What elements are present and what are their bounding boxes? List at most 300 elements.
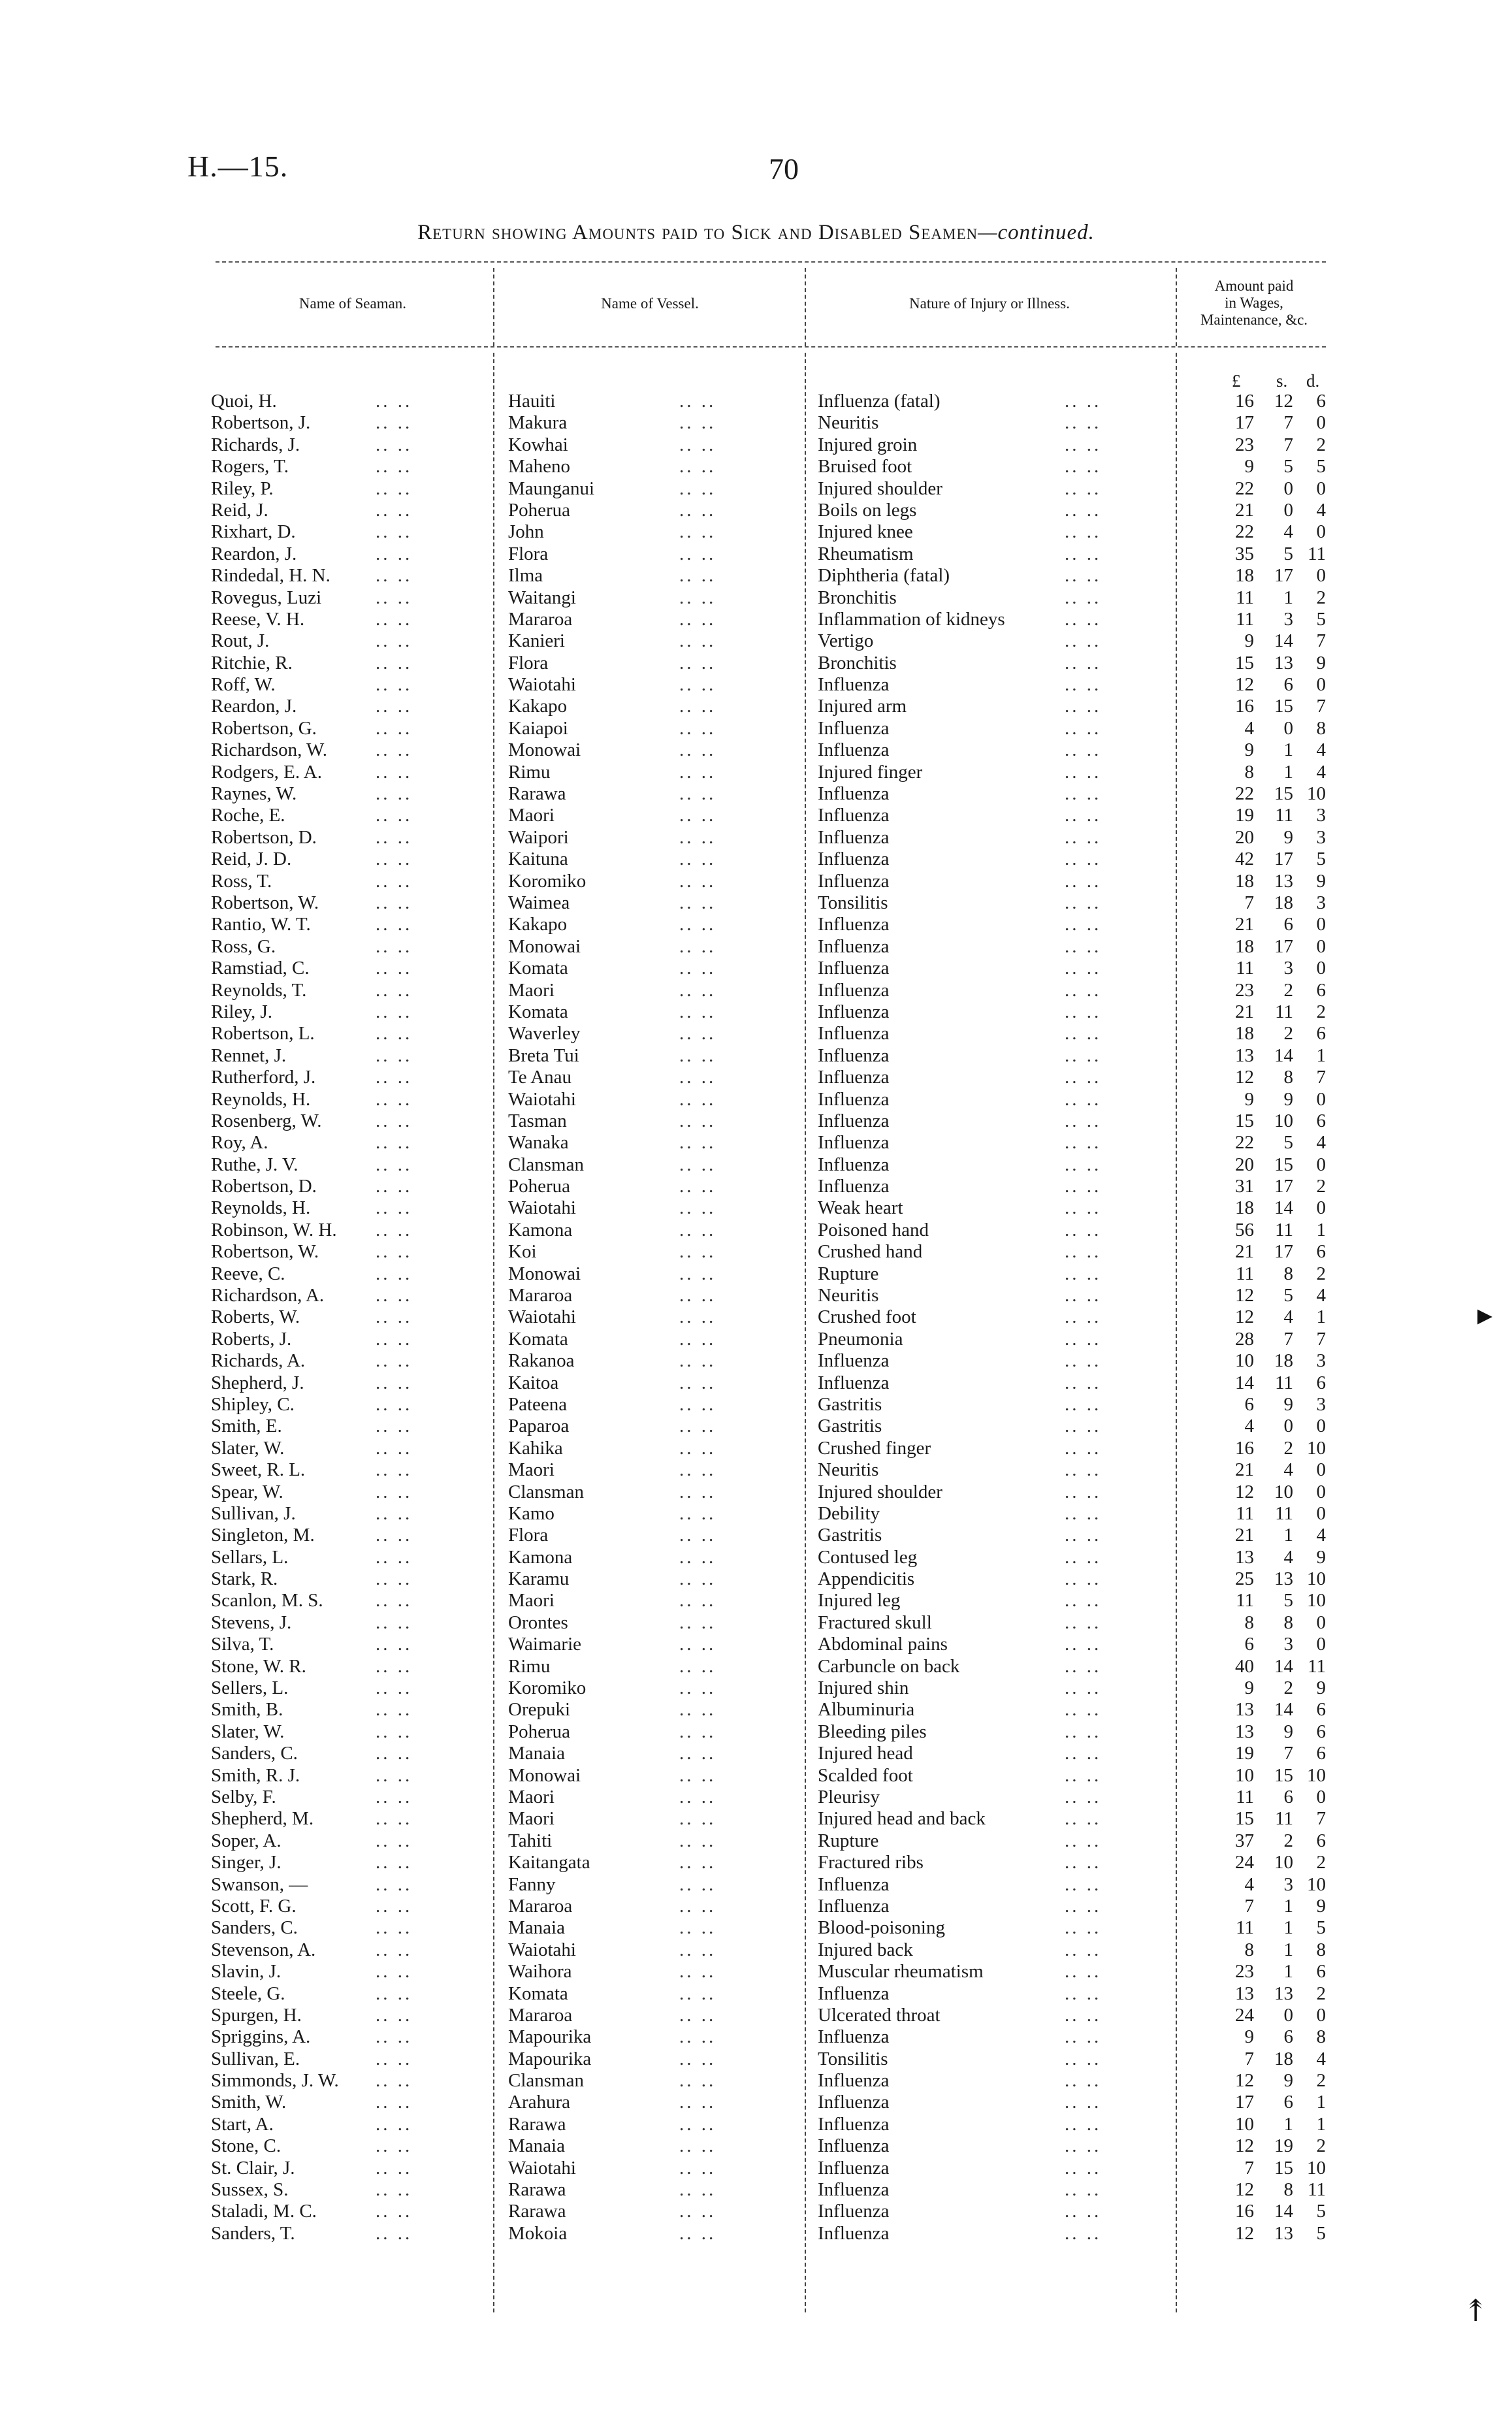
leader-dots: .. .. <box>679 1895 716 1917</box>
table-row <box>0 1001 1512 1023</box>
leader-dots: .. .. <box>679 1437 716 1459</box>
leader-dots: .. .. <box>1065 587 1102 608</box>
leader-dots: .. .. <box>679 1067 716 1088</box>
leader-dots: .. .. <box>679 1983 716 2004</box>
leader-dots: .. .. <box>679 2179 716 2201</box>
leader-dots: .. .. <box>679 391 716 412</box>
illness: Bronchitis <box>818 587 897 608</box>
amount-shillings: 13 <box>1274 2222 1293 2244</box>
amount-pence: 10 <box>1307 783 1326 805</box>
leader-dots: .. .. <box>679 1634 716 1655</box>
table-row <box>0 1787 1512 1808</box>
leader-dots: .. .. <box>679 565 716 587</box>
illness: Neuritis <box>818 412 879 434</box>
leader-dots: .. .. <box>1065 1219 1102 1240</box>
vessel-name: Waiotahi <box>508 1306 576 1328</box>
table-row <box>0 1067 1512 1088</box>
leader-dots: .. .. <box>679 1677 716 1699</box>
amount-pounds: 6 <box>1244 1634 1254 1655</box>
leader-dots: .. .. <box>1065 434 1102 455</box>
amount-pence: 8 <box>1316 2026 1326 2048</box>
amount-pence: 4 <box>1316 499 1326 521</box>
leader-dots: .. .. <box>679 412 716 434</box>
illness: Influenza <box>818 783 890 805</box>
vessel-name: Tasman <box>508 1110 567 1131</box>
amount-pence: 6 <box>1316 391 1326 412</box>
leader-dots: .. .. <box>679 979 716 1001</box>
illness: Influenza <box>818 935 890 957</box>
amount-pounds: 23 <box>1235 979 1254 1001</box>
table-row <box>0 653 1512 674</box>
leader-dots: .. .. <box>1065 1983 1102 2004</box>
amount-pence: 1 <box>1316 1219 1326 1240</box>
vessel-name: Kaitangata <box>508 1852 590 1873</box>
illness: Influenza <box>818 2157 890 2179</box>
table-row <box>0 1568 1512 1590</box>
illness: Influenza <box>818 2201 890 2222</box>
seaman-name: Sussex, S. <box>211 2179 289 2201</box>
leader-dots: .. .. <box>376 478 413 499</box>
leader-dots: .. .. <box>1065 1372 1102 1393</box>
leader-dots: .. .. <box>376 1939 413 1960</box>
illness: Influenza <box>818 1132 890 1154</box>
illness: Debility <box>818 1502 880 1524</box>
header-bottom-rule <box>216 346 1326 348</box>
illness: Influenza <box>818 1110 890 1131</box>
illness: Rheumatism <box>818 543 914 564</box>
table-row <box>0 456 1512 478</box>
illness: Blood-poisoning <box>818 1917 945 1939</box>
amount-pence: 6 <box>1316 1241 1326 1263</box>
leader-dots: .. .. <box>679 652 716 673</box>
amount-shillings: 8 <box>1283 1067 1293 1088</box>
illness: Rupture <box>818 1830 879 1851</box>
amount-shillings: 15 <box>1274 783 1293 805</box>
table-row <box>0 587 1512 609</box>
leader-dots: .. .. <box>679 2004 716 2026</box>
amount-pence: 7 <box>1316 696 1326 717</box>
amount-pence: 0 <box>1316 958 1326 979</box>
leader-dots: .. .. <box>1065 849 1102 870</box>
leader-dots: .. .. <box>376 717 413 739</box>
illness: Injured shoulder <box>818 478 942 499</box>
table-row <box>0 1830 1512 1852</box>
unit-pounds: £ <box>1232 371 1241 391</box>
amount-pounds: 21 <box>1235 499 1254 521</box>
leader-dots: .. .. <box>679 1154 716 1175</box>
seaman-name: Silva, T. <box>211 1634 274 1655</box>
seaman-name: Sanders, C. <box>211 1743 298 1764</box>
vessel-name: Monowai <box>508 935 581 957</box>
leader-dots: .. .. <box>376 958 413 979</box>
leader-dots: .. .. <box>679 1350 716 1372</box>
amount-shillings: 0 <box>1283 2004 1293 2026</box>
illness: Influenza <box>818 1983 890 2004</box>
seamen-table <box>0 391 1512 2244</box>
leader-dots: .. .. <box>376 1219 413 1240</box>
amount-pence: 10 <box>1307 1568 1326 1590</box>
vessel-name: Waiotahi <box>508 2157 576 2179</box>
leader-dots: .. .. <box>376 696 413 717</box>
leader-dots: .. .. <box>1065 1416 1102 1437</box>
seaman-name: Singer, J. <box>211 1852 281 1873</box>
amount-shillings: 14 <box>1274 630 1293 652</box>
table-row <box>0 1482 1512 1503</box>
illness: Pleurisy <box>818 1787 880 1807</box>
leader-dots: .. .. <box>1065 543 1102 564</box>
seaman-name: Rovegus, Luzi <box>211 587 322 608</box>
leader-dots: .. .. <box>1065 1590 1102 1612</box>
vessel-name: Rarawa <box>508 2179 566 2201</box>
table-row <box>0 1220 1512 1241</box>
amount-pounds: 13 <box>1235 1045 1254 1066</box>
amount-shillings: 10 <box>1274 1110 1293 1131</box>
leader-dots: .. .. <box>1065 1067 1102 1088</box>
amount-pounds: 11 <box>1236 1590 1254 1612</box>
illness: Influenza <box>818 979 890 1001</box>
leader-dots: .. .. <box>1065 1241 1102 1263</box>
leader-dots: .. .. <box>1065 1088 1102 1110</box>
amount-shillings: 3 <box>1283 1873 1293 1895</box>
table-row <box>0 1961 1512 1983</box>
table-row <box>0 718 1512 739</box>
leader-dots: .. .. <box>679 2048 716 2069</box>
seaman-name: Staladi, M. C. <box>211 2201 317 2222</box>
amount-pence: 0 <box>1316 914 1326 935</box>
illness: Influenza <box>818 914 890 935</box>
illness: Vertigo <box>818 630 874 652</box>
vessel-name: Rarawa <box>508 2113 566 2135</box>
amount-pounds: 13 <box>1235 1546 1254 1568</box>
amount-shillings: 9 <box>1283 826 1293 848</box>
vessel-name: Flora <box>508 652 549 673</box>
table-row <box>0 1459 1512 1481</box>
seaman-name: Raynes, W. <box>211 783 297 805</box>
leader-dots: .. .. <box>679 1176 716 1197</box>
amount-pence: 0 <box>1316 674 1326 696</box>
amount-shillings: 1 <box>1283 1895 1293 1917</box>
amount-shillings: 11 <box>1275 1502 1293 1524</box>
table-row <box>0 1656 1512 1677</box>
illness: Boils on legs <box>818 499 917 521</box>
seaman-name: Shepherd, M. <box>211 1808 314 1830</box>
amount-pence: 6 <box>1316 1372 1326 1393</box>
vessel-name: Ilma <box>508 565 543 587</box>
leader-dots: .. .. <box>1065 521 1102 543</box>
vessel-name: Kaitoa <box>508 1372 559 1393</box>
leader-dots: .. .. <box>376 499 413 521</box>
illness: Influenza (fatal) <box>818 391 941 412</box>
leader-dots: .. .. <box>679 1808 716 1830</box>
amount-pence: 0 <box>1316 1787 1326 1807</box>
leader-dots: .. .. <box>376 565 413 587</box>
amount-pence: 1 <box>1316 1306 1326 1328</box>
vessel-name: Rimu <box>508 761 551 783</box>
seaman-name: Rantio, W. T. <box>211 914 311 935</box>
leader-dots: .. .. <box>679 434 716 455</box>
seaman-name: Reid, J. D. <box>211 849 292 870</box>
leader-dots: .. .. <box>376 2092 413 2113</box>
amount-pence: 6 <box>1316 1110 1326 1131</box>
amount-pounds: 12 <box>1235 2179 1254 2201</box>
amount-shillings: 4 <box>1283 1459 1293 1481</box>
illness: Influenza <box>818 805 890 826</box>
vessel-name: Te Anau <box>508 1067 572 1088</box>
illness: Influenza <box>818 958 890 979</box>
leader-dots: .. .. <box>376 521 413 543</box>
leader-dots: .. .. <box>679 2201 716 2222</box>
leader-dots: .. .. <box>1065 1393 1102 1415</box>
table-row <box>0 412 1512 434</box>
table-row <box>0 1590 1512 1612</box>
leader-dots: .. .. <box>376 1655 413 1677</box>
seaman-name: Roberts, J. <box>211 1328 292 1350</box>
illness: Influenza <box>818 1350 890 1372</box>
table-row <box>0 1743 1512 1764</box>
column-header-amount <box>1176 278 1332 329</box>
leader-dots: .. .. <box>1065 1699 1102 1721</box>
leader-dots: .. .. <box>376 1612 413 1633</box>
vessel-name: Wanaka <box>508 1132 569 1154</box>
leader-dots: .. .. <box>376 1546 413 1568</box>
leader-dots: .. .. <box>376 761 413 783</box>
leader-dots: .. .. <box>376 1197 413 1219</box>
vessel-name: Rarawa <box>508 783 566 805</box>
vessel-name: Kowhai <box>508 434 568 455</box>
leader-dots: .. .. <box>376 849 413 870</box>
leader-dots: .. .. <box>1065 1481 1102 1502</box>
leader-dots: .. .. <box>376 892 413 913</box>
leader-dots: .. .. <box>679 1590 716 1612</box>
leader-dots: .. .. <box>376 2070 413 2092</box>
amount-pounds: 24 <box>1235 2004 1254 2026</box>
leader-dots: .. .. <box>679 543 716 564</box>
seaman-name: Rindedal, H. N. <box>211 565 330 587</box>
leader-dots: .. .. <box>679 892 716 913</box>
vessel-name: Kamona <box>508 1219 573 1240</box>
amount-pence: 5 <box>1316 2201 1326 2222</box>
leader-dots: .. .. <box>679 2113 716 2135</box>
table-row <box>0 1699 1512 1721</box>
illness: Influenza <box>818 1873 890 1895</box>
amount-shillings: 6 <box>1283 2092 1293 2113</box>
leader-dots: .. .. <box>376 2157 413 2179</box>
leader-dots: .. .. <box>376 1437 413 1459</box>
amount-pence: 10 <box>1307 1590 1326 1612</box>
leader-dots: .. .. <box>376 1808 413 1830</box>
amount-pounds: 4 <box>1244 1873 1254 1895</box>
leader-dots: .. .. <box>1065 1808 1102 1830</box>
seaman-name: Ramstiad, C. <box>211 958 310 979</box>
vessel-name: Waiotahi <box>508 674 576 696</box>
table-row <box>0 1394 1512 1416</box>
vessel-name: Koromiko <box>508 1677 587 1699</box>
leader-dots: .. .. <box>376 826 413 848</box>
column-header-illness: Nature of Injury or Illness. <box>909 295 1070 312</box>
amount-shillings: 15 <box>1274 2157 1293 2179</box>
amount-shillings: 0 <box>1283 717 1293 739</box>
seaman-name: Rennet, J. <box>211 1045 287 1066</box>
amount-pounds: 37 <box>1235 1830 1254 1851</box>
leader-dots: .. .. <box>1065 2157 1102 2179</box>
amount-pounds: 16 <box>1235 391 1254 412</box>
leader-dots: .. .. <box>1065 2201 1102 2222</box>
vessel-name: Kamo <box>508 1502 555 1524</box>
leader-dots: .. .. <box>376 1067 413 1088</box>
illness: Injured head and back <box>818 1808 986 1830</box>
amount-pounds: 21 <box>1235 1241 1254 1263</box>
amount-pounds: 12 <box>1235 2222 1254 2244</box>
table-row <box>0 1852 1512 1873</box>
amount-pounds: 7 <box>1244 2157 1254 2179</box>
leader-dots: .. .. <box>376 1132 413 1154</box>
leader-dots: .. .. <box>376 1263 413 1284</box>
seaman-name: Sellars, L. <box>211 1546 289 1568</box>
leader-dots: .. .. <box>376 2113 413 2135</box>
leader-dots: .. .. <box>679 2135 716 2157</box>
table-row <box>0 2114 1512 2135</box>
leader-dots: .. .. <box>376 935 413 957</box>
leader-dots: .. .. <box>1065 1176 1102 1197</box>
amount-shillings: 13 <box>1274 1983 1293 2004</box>
vessel-name: Makura <box>508 412 568 434</box>
table-row <box>0 2070 1512 2092</box>
amount-pounds: 8 <box>1244 1939 1254 1960</box>
page-title-suffix: —continued. <box>978 221 1095 244</box>
table-row <box>0 1350 1512 1372</box>
leader-dots: .. .. <box>679 1263 716 1284</box>
illness: Influenza <box>818 674 890 696</box>
amount-pounds: 56 <box>1235 1219 1254 1240</box>
leader-dots: .. .. <box>679 1393 716 1415</box>
seaman-name: Reardon, J. <box>211 543 297 564</box>
leader-dots: .. .. <box>1065 630 1102 652</box>
amount-pounds: 16 <box>1235 2201 1254 2222</box>
illness: Influenza <box>818 717 890 739</box>
illness: Bleeding piles <box>818 1721 927 1742</box>
vessel-name: Paparoa <box>508 1416 570 1437</box>
amount-pence: 4 <box>1316 761 1326 783</box>
amount-pence: 6 <box>1316 1830 1326 1851</box>
amount-shillings: 14 <box>1274 2201 1293 2222</box>
amount-pounds: 10 <box>1235 1764 1254 1786</box>
leader-dots: .. .. <box>679 1110 716 1131</box>
leader-dots: .. .. <box>1065 914 1102 935</box>
leader-dots: .. .. <box>1065 2004 1102 2026</box>
vessel-name: Koi <box>508 1241 537 1263</box>
amount-pence: 9 <box>1316 652 1326 673</box>
vessel-name: Komata <box>508 1001 568 1022</box>
leader-dots: .. .. <box>1065 1764 1102 1786</box>
leader-dots: .. .. <box>1065 1110 1102 1131</box>
amount-pounds: 23 <box>1235 1961 1254 1983</box>
leader-dots: .. .. <box>376 1787 413 1807</box>
vessel-name: Waimarie <box>508 1634 581 1655</box>
amount-pounds: 4 <box>1244 1416 1254 1437</box>
table-row <box>0 1372 1512 1394</box>
leader-dots: .. .. <box>376 1372 413 1393</box>
seaman-name: Sanders, C. <box>211 1917 298 1939</box>
leader-dots: .. .. <box>679 935 716 957</box>
leader-dots: .. .. <box>376 1983 413 2004</box>
leader-dots: .. .. <box>679 1873 716 1895</box>
leader-dots: .. .. <box>1065 739 1102 761</box>
leader-dots: .. .. <box>376 870 413 892</box>
leader-dots: .. .. <box>1065 1677 1102 1699</box>
illness: Influenza <box>818 2113 890 2135</box>
seaman-name: Reynolds, T. <box>211 979 307 1001</box>
amount-pounds: 12 <box>1235 674 1254 696</box>
amount-pounds: 21 <box>1235 1001 1254 1022</box>
seaman-name: Stone, W. R. <box>211 1655 306 1677</box>
amount-pence: 0 <box>1316 1416 1326 1437</box>
leader-dots: .. .. <box>1065 608 1102 630</box>
amount-shillings: 1 <box>1283 761 1293 783</box>
table-row <box>0 1939 1512 1961</box>
leader-dots: .. .. <box>1065 935 1102 957</box>
table-row <box>0 674 1512 696</box>
seaman-name: Reynolds, H. <box>211 1197 311 1219</box>
seaman-name: Singleton, M. <box>211 1525 315 1546</box>
table-row <box>0 958 1512 979</box>
amount-shillings: 17 <box>1274 849 1293 870</box>
leader-dots: .. .. <box>1065 2179 1102 2201</box>
amount-pence: 3 <box>1316 805 1326 826</box>
amount-pounds: 8 <box>1244 761 1254 783</box>
amount-shillings: 4 <box>1283 1306 1293 1328</box>
amount-pence: 0 <box>1316 1459 1326 1481</box>
leader-dots: .. .. <box>1065 565 1102 587</box>
amount-pounds: 9 <box>1244 739 1254 761</box>
amount-shillings: 15 <box>1274 696 1293 717</box>
vessel-name: Maunganui <box>508 478 595 499</box>
table-row <box>0 2005 1512 2026</box>
illness: Pneumonia <box>818 1328 903 1350</box>
leader-dots: .. .. <box>376 1481 413 1502</box>
illness: Influenza <box>818 1045 890 1066</box>
vessel-name: Waipori <box>508 826 569 848</box>
seaman-name: Spriggins, A. <box>211 2026 311 2048</box>
table-row <box>0 609 1512 630</box>
leader-dots: .. .. <box>376 1699 413 1721</box>
amount-shillings: 5 <box>1283 1590 1293 1612</box>
seaman-name: Roy, A. <box>211 1132 268 1154</box>
leader-dots: .. .. <box>679 826 716 848</box>
amount-header-line-1: Amount paid <box>1214 278 1294 294</box>
amount-pence: 0 <box>1316 1088 1326 1110</box>
amount-shillings: 7 <box>1283 412 1293 434</box>
illness: Influenza <box>818 1088 890 1110</box>
vessel-name: Maori <box>508 1808 555 1830</box>
leader-dots: .. .. <box>376 739 413 761</box>
leader-dots: .. .. <box>679 1219 716 1240</box>
seaman-name: Sanders, T. <box>211 2222 295 2244</box>
table-row <box>0 1525 1512 1546</box>
table-row <box>0 696 1512 717</box>
seaman-name: Shipley, C. <box>211 1393 295 1415</box>
vessel-name: Mararoa <box>508 608 573 630</box>
amount-pounds: 11 <box>1236 1502 1254 1524</box>
seaman-name: Reardon, J. <box>211 696 297 717</box>
leader-dots: .. .. <box>1065 456 1102 478</box>
unit-shillings: s. <box>1276 371 1288 391</box>
amount-shillings: 12 <box>1274 391 1293 412</box>
amount-shillings: 14 <box>1274 1699 1293 1721</box>
leader-dots: .. .. <box>679 1721 716 1742</box>
leader-dots: .. .. <box>376 2222 413 2244</box>
amount-pounds: 9 <box>1244 2026 1254 2048</box>
amount-pounds: 9 <box>1244 456 1254 478</box>
